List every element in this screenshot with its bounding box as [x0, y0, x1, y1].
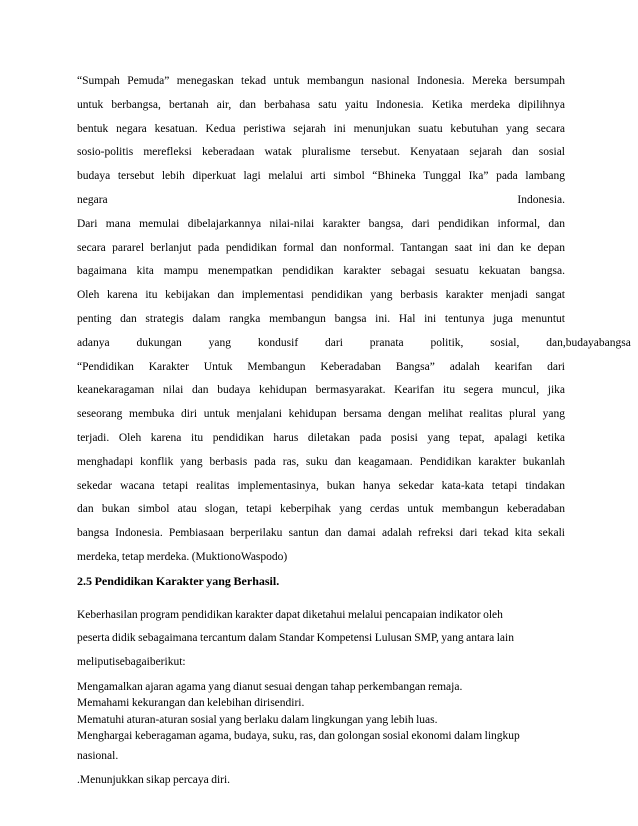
text-line: Keberhasilan program pendidikan karakter dapat diketahui melalui pencapaian indikator oleh — [77, 608, 503, 621]
text-line: adanya dukungan yang kondusif dari pranata politik, sosial, dan,budayabangsa — [77, 336, 631, 349]
text-fragment: Indonesia. — [517, 193, 565, 206]
list-item: Menghargai keberagaman agama, budaya, suku, ras, dan golongan sosial ekonomi dalam lingkup — [77, 730, 520, 743]
paragraph-sumpah-pemuda — [77, 70, 565, 213]
text-line: Oleh karena itu kebijakan dan implementasi pendidikan yang berbasis karakter menjadi sangat — [77, 289, 565, 302]
text-line: meliputisebagaiberikut: — [77, 656, 186, 669]
text-line: keanekaragaman nilai dan budaya kehidupan bermasyarakat. Kearifan itu segera muncul, jika — [77, 384, 565, 397]
indicator-list — [77, 679, 565, 793]
text-line: merdeka, tetap merdeka. (MuktionoWaspodo) — [77, 550, 288, 563]
text-line: bangsa Indonesia. Pembiasaan berperilaku santun dan damai adalah refreksi dari tekad kita sekali — [77, 527, 565, 540]
text-line: bentuk negara kesatuan. Kedua peristiwa sejarah ini menunjukan suatu kebutuhan yang secara — [77, 122, 565, 135]
text-line: sosio-politis merefleksi keberadaan watak pluralisme tersebut. Kenyataan sejarah dan sosial — [77, 146, 565, 159]
text-line: budaya tersebut lebih diperkuat lagi melalui arti simbol “Bhineka Tunggal Ika” pada lambang — [77, 170, 565, 183]
paragraph-karakter-bangsa — [77, 213, 631, 570]
list-item: Mematuhi aturan-aturan sosial yang berlaku dalam lingkungan yang lebih luas. — [77, 713, 438, 726]
text-line: dan bukan simbol atau slogan, tetapi keberpihak yang cerdas untuk membangun keberadaban — [77, 503, 565, 516]
list-item: Mengamalkan ajaran agama yang dianut sesuai dengan tahap perkembangan remaja. — [77, 680, 463, 693]
text-line: peserta didik sebagaimana tercantum dalam Standar Kompetensi Lulusan SMP, yang antara lain — [77, 632, 514, 645]
list-item-continuation: nasional. — [77, 749, 119, 762]
text-line: penting dan strategis dalam rangka membangun bangsa ini. Hal ini tentunya juga menuntut — [77, 312, 565, 325]
text-line — [77, 189, 565, 213]
text-line: sekedar wacana tetapi realitas implementasinya, bukan hanya sekedar kata-kata tetapi tindakan — [77, 479, 565, 492]
text-line: menghadapi konflik yang berbasis pada ras, suku dan keagamaan. Pendidikan karakter bukanlah — [77, 455, 565, 468]
text-line: untuk berbangsa, bertanah air, dan berbahasa satu yaitu Indonesia. Ketika merdeka dipilihnya — [77, 98, 565, 111]
document-body — [77, 70, 631, 793]
text-line: Dari mana memulai dibelajarkannya nilai-nilai karakter bangsa, dari pendidikan informal, dan — [77, 217, 565, 230]
text-line: terjadi. Oleh karena itu pendidikan harus diletakan pada posisi yang tepat, apalagi ketika — [77, 431, 565, 444]
text-line: secara pararel berlanjut pada pendidikan formal dan nonformal. Tantangan saat ini dan ke depan — [77, 241, 565, 254]
paragraph-keberhasilan — [77, 604, 565, 675]
text-line: “Pendidikan Karakter Untuk Membangun Keberadaban Bangsa” adalah kearifan dari — [77, 360, 565, 373]
text-fragment: negara — [77, 193, 108, 206]
list-item: .Menunjukkan sikap percaya diri. — [77, 773, 231, 786]
section-heading: 2.5 Pendidikan Karakter yang Berhasil. — [77, 573, 280, 588]
text-line: “Sumpah Pemuda” menegaskan tekad untuk membangun nasional Indonesia. Mereka bersumpah — [77, 75, 565, 87]
text-line: seseorang membuka diri untuk menjalani kehidupan bersama dengan melihat realitas plural yang — [77, 408, 565, 421]
text-line: bagaimana kita mampu menempatkan pendidikan karakter sebagai sesuatu kekuatan bangsa. — [77, 265, 565, 278]
list-item: Memahami kekurangan dan kelebihan dirisendiri. — [77, 697, 305, 710]
